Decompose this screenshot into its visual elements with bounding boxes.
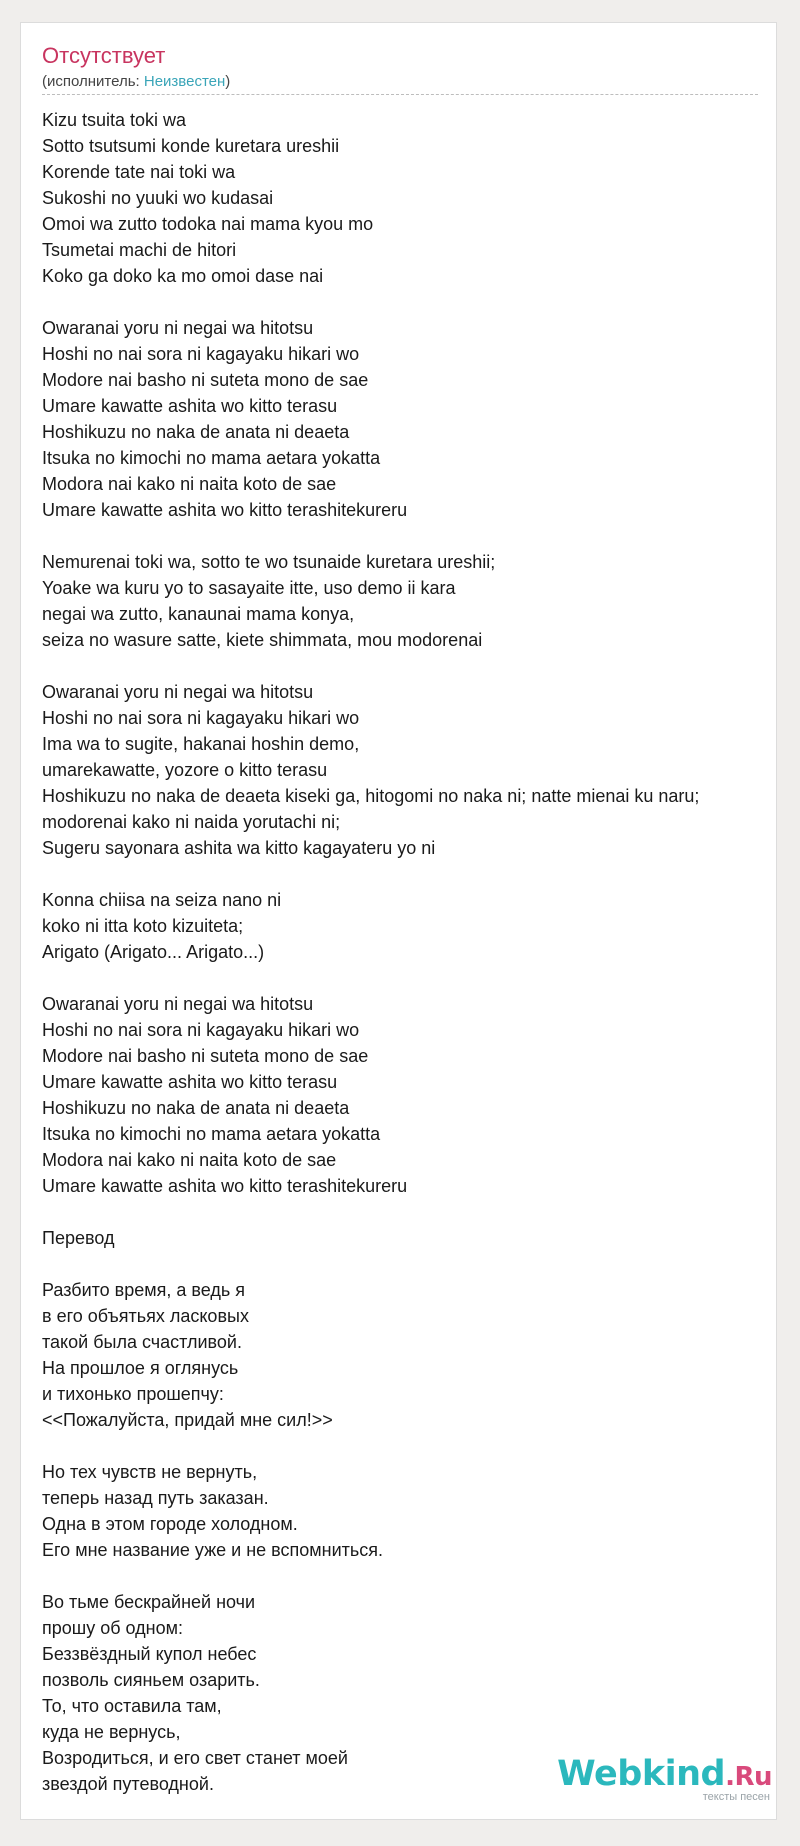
stanza-break bbox=[42, 965, 772, 991]
stanza-break bbox=[42, 653, 772, 679]
lyric-line: Hoshikuzu no naka de deaeta kiseki ga, hitogomi no naka ni; natte mienai ku naru; bbox=[42, 786, 700, 806]
lyric-line: Hoshikuzu no naka de anata ni deaeta bbox=[42, 1098, 350, 1118]
logo-tagline: тексты песен bbox=[702, 1791, 770, 1803]
lyric-line: negai wa zutto, kanaunai mama konya, bbox=[42, 604, 355, 624]
lyric-line: koko ni itta koto kizuiteta; bbox=[42, 916, 244, 936]
lyric-line: Но тех чувств не вернуть, bbox=[42, 1462, 258, 1482]
logo-wordmark bbox=[557, 1756, 772, 1795]
lyric-line: Tsumetai machi de hitori bbox=[42, 240, 237, 260]
lyric-line: Itsuka no kimochi no mama aetara yokatta bbox=[42, 1124, 381, 1144]
artist-prefix: (исполнитель: bbox=[42, 73, 144, 90]
lyric-line: modorenai kako ni naida yorutachi ni; bbox=[42, 812, 341, 832]
lyric-line: Owaranai yoru ni negai wa hitotsu bbox=[42, 682, 314, 702]
lyric-line: Hoshi no nai sora ni kagayaku hikari wo bbox=[42, 344, 360, 364]
lyric-line: Umare kawatte ashita wo kitto terasu bbox=[42, 1072, 338, 1092]
lyrics-card bbox=[20, 22, 777, 1820]
lyric-line: Sotto tsutsumi konde kuretara ureshii bbox=[42, 136, 340, 156]
artist-link[interactable]: Неизвестен bbox=[143, 73, 226, 90]
lyric-line: Sugeru sayonara ashita wa kitto kagayateru yo ni bbox=[42, 838, 436, 858]
lyric-line: и тихонько прошепчу: bbox=[42, 1384, 224, 1404]
lyric-line: Modora nai kako ni naita koto de sae bbox=[42, 474, 337, 494]
stanza-break bbox=[42, 1251, 772, 1277]
logo-tld: .Ru bbox=[725, 1762, 772, 1792]
lyric-line: Hoshi no nai sora ni kagayaku hikari wo bbox=[42, 708, 360, 728]
lyric-line: Arigato (Arigato... Arigato...) bbox=[42, 942, 265, 962]
lyric-line: куда не вернусь, bbox=[42, 1722, 181, 1742]
lyrics-text bbox=[42, 107, 772, 1797]
lyric-line: в его объятьях ласковых bbox=[42, 1306, 249, 1326]
logo-brand: Webkind bbox=[557, 1754, 726, 1794]
lyric-line: Разбито время, а ведь я bbox=[42, 1280, 246, 1300]
lyric-line: Owaranai yoru ni negai wa hitotsu bbox=[42, 994, 314, 1014]
lyric-line: Во тьме бескрайней ночи bbox=[42, 1592, 256, 1612]
lyric-line: Беззвёздный купол небес bbox=[42, 1644, 257, 1664]
stanza-break bbox=[42, 861, 772, 887]
artist-suffix: ) bbox=[225, 73, 231, 90]
lyric-line: Modore nai basho ni suteta mono de sae bbox=[42, 370, 369, 390]
lyric-line: звездой путеводной. bbox=[42, 1774, 214, 1794]
lyric-line: На прошлое я оглянусь bbox=[42, 1358, 239, 1378]
lyric-line: Ima wa to sugite, hakanai hoshin demo, bbox=[42, 734, 360, 754]
artist-line bbox=[42, 73, 230, 91]
stanza-break bbox=[42, 1563, 772, 1589]
lyric-line: Modore nai basho ni suteta mono de sae bbox=[42, 1046, 369, 1066]
lyric-line: теперь назад путь заказан. bbox=[42, 1488, 269, 1508]
stanza-break bbox=[42, 289, 772, 315]
lyric-line: Umare kawatte ashita wo kitto terasu bbox=[42, 396, 338, 416]
lyric-line: umarekawatte, yozore o kitto terasu bbox=[42, 760, 328, 780]
lyric-line: Одна в этом городе холодном. bbox=[42, 1514, 298, 1534]
lyric-line: Itsuka no kimochi no mama aetara yokatta bbox=[42, 448, 381, 468]
lyric-line: Его мне название уже и не вспомниться. bbox=[42, 1540, 384, 1560]
lyric-line: Yoake wa kuru yo to sasayaite itte, uso demo ii kara bbox=[42, 578, 456, 598]
lyric-line: Nemurenai toki wa, sotto te wo tsunaide kuretara ureshii; bbox=[42, 552, 496, 572]
stanza-break bbox=[42, 1199, 772, 1225]
lyric-line: Owaranai yoru ni negai wa hitotsu bbox=[42, 318, 314, 338]
lyric-line: Umare kawatte ashita wo kitto terashitekureru bbox=[42, 500, 408, 520]
lyric-line: Umare kawatte ashita wo kitto terashitekureru bbox=[42, 1176, 408, 1196]
lyric-line: Перевод bbox=[42, 1228, 115, 1248]
lyric-line: То, что оставила там, bbox=[42, 1696, 222, 1716]
webkind-logo[interactable] bbox=[557, 1756, 772, 1803]
lyric-line: Korende tate nai toki wa bbox=[42, 162, 236, 182]
lyric-line: Konna chiisa na seiza nano ni bbox=[42, 890, 282, 910]
song-title: Отсутствует bbox=[42, 43, 166, 68]
lyric-line: Omoi wa zutto todoka nai mama kyou mo bbox=[42, 214, 374, 234]
lyric-line: Modora nai kako ni naita koto de sae bbox=[42, 1150, 337, 1170]
lyric-line: прошу об одном: bbox=[42, 1618, 183, 1638]
lyric-line: Kizu tsuita toki wa bbox=[42, 110, 187, 130]
title-divider bbox=[42, 94, 758, 95]
lyric-line: Возродиться, и его свет станет моей bbox=[42, 1748, 348, 1768]
lyric-line: <<Пожалуйста, придай мне сил!>> bbox=[42, 1410, 333, 1430]
lyric-line: Hoshi no nai sora ni kagayaku hikari wo bbox=[42, 1020, 360, 1040]
lyric-line: Hoshikuzu no naka de anata ni deaeta bbox=[42, 422, 350, 442]
lyric-line: такой была счастливой. bbox=[42, 1332, 242, 1352]
lyric-line: seiza no wasure satte, kiete shimmata, mou modorenai bbox=[42, 630, 483, 650]
lyric-line: Sukoshi no yuuki wo kudasai bbox=[42, 188, 274, 208]
stanza-break bbox=[42, 1433, 772, 1459]
stanza-break bbox=[42, 523, 772, 549]
lyric-line: позволь сияньем озарить. bbox=[42, 1670, 260, 1690]
lyric-line: Koko ga doko ka mo omoi dase nai bbox=[42, 266, 324, 286]
